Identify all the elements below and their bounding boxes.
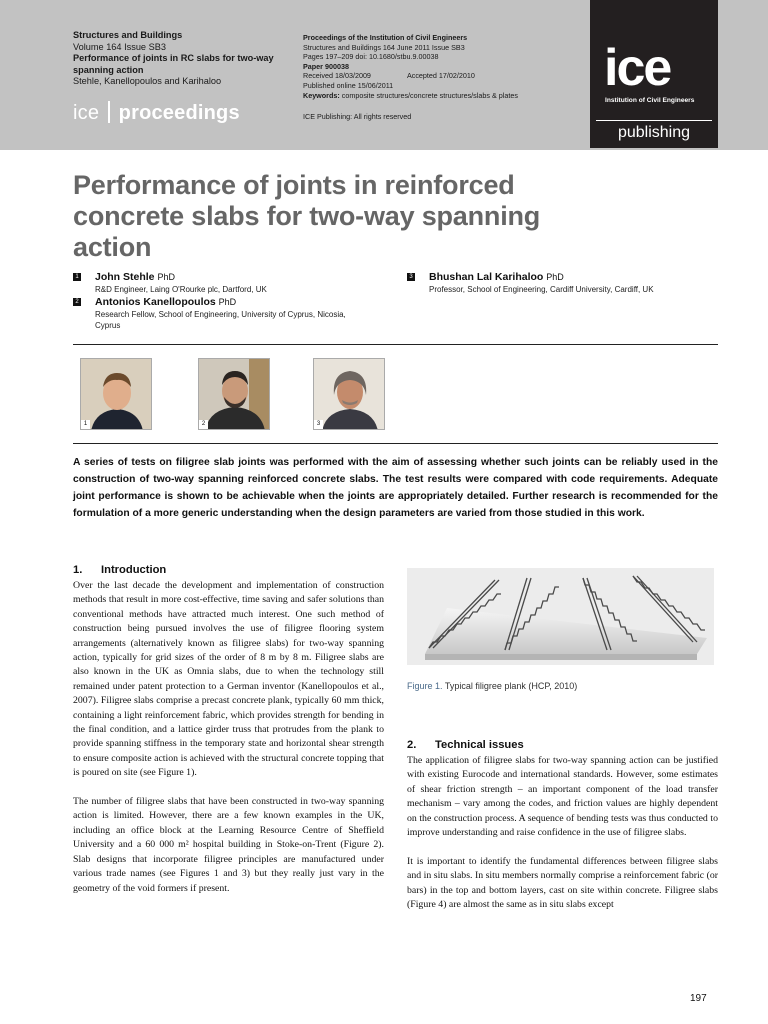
header-article-title: Performance of joints in RC slabs for two-way spanning action	[73, 53, 274, 75]
filigree-plank-illustration	[407, 568, 714, 665]
figure-1-caption	[407, 681, 577, 691]
page-number: 197	[690, 993, 707, 1004]
figure-caption-text: Typical filigree plank (HCP, 2010)	[444, 681, 578, 691]
section-number: 1.	[73, 564, 83, 576]
author-1	[73, 271, 393, 295]
photo-number: 3	[314, 420, 323, 429]
paragraph: The application of filigree slabs for two-way spanning action can be justified with existing Eurocode and international standards. However, some estimates of shear friction strength – an important component of the load transfer mechanism – vary among the codes, and friction values are highly dependent on the construction process. A sequence of bending tests was thus conducted to improve understanding and raise confidence in the use of filigree slabs.	[407, 755, 718, 839]
author-name-text: Antonios Kanellopoulos	[95, 296, 216, 308]
author-name-text: Bhushan Lal Karihaloo	[429, 271, 544, 283]
divider-rule	[73, 344, 718, 345]
received-date: Received 18/03/2009	[303, 71, 371, 81]
section-title: Technical issues	[435, 739, 524, 751]
published-date: Published online 15/06/2011	[303, 80, 394, 90]
author-affiliation: R&D Engineer, Laing O'Rourke plc, Dartford, UK	[95, 285, 267, 294]
header-article-info	[73, 30, 288, 88]
photo-number: 1	[81, 420, 90, 429]
brand-ice: ice	[73, 102, 100, 124]
author-name	[95, 271, 393, 284]
figure-1-image	[407, 568, 714, 665]
section-number: 2.	[407, 739, 417, 751]
author-photo-1	[80, 358, 152, 430]
keywords-label: Keywords:	[303, 90, 340, 100]
paper-title: Performance of joints in reinforced concrete slabs for two-way spanning action	[73, 170, 541, 262]
volume-info: Volume 164 Issue SB3	[73, 41, 166, 52]
section-title: Introduction	[101, 564, 167, 576]
ice-logo-publishing: publishing	[617, 124, 691, 141]
proceedings-title: Proceedings of the Institution of Civil Engineers	[303, 33, 468, 42]
author-name	[429, 271, 718, 284]
portrait-graphic	[314, 359, 385, 430]
author-degree: PhD	[218, 297, 237, 307]
divider-rule	[73, 443, 718, 444]
author-number: 1	[73, 273, 81, 281]
author-number: 3	[407, 273, 415, 281]
portrait-graphic	[81, 359, 152, 430]
portrait-graphic	[199, 359, 270, 430]
ice-logo-rule	[596, 120, 712, 121]
author-number: 2	[73, 298, 81, 306]
author-name-text: John Stehle	[95, 271, 155, 283]
header-authors: Stehle, Kanellopoulos and Karihaloo	[73, 76, 222, 87]
author-affiliation: Research Fellow, School of Engineering, University of Cyprus, Nicosia, Cyprus	[95, 310, 346, 330]
brand-proceedings: proceedings	[118, 102, 240, 124]
author-degree: PhD	[157, 272, 175, 282]
ice-proceedings-brand	[73, 101, 240, 125]
paragraph: The number of filigree slabs that have been constructed in two-way spanning action is limited. However, there are a few known examples in the UK, including an office block at the Learning Resource Centre of Sheffield University and a 60 000 m² hospital building in Stoke-on-Trent (Figure 2). Slab designs that incorporate filigree principles are manufactured under various trade names (see Figures 1 and 3) but they really just vary in the geometry of the void formers if present.	[73, 796, 384, 894]
pages-doi: Pages 197–209 doi: 10.1680/stbu.9.00038	[303, 52, 439, 62]
author-affiliation: Professor, School of Engineering, Cardiff University, Cardiff, UK	[429, 285, 654, 294]
abstract: A series of tests on filigree slab joints was performed with the aim of assessing whether such joints can be reliably used in the construction of two-way spanning reinforced concrete slabs. The test results were compared with code requirements. Adequate joint performance is shown to be achievable when the joints are appropriately detailed. Further research is recommended for the formulation of a more generic understanding when the design parameters are varied from those studied in this work.	[73, 457, 718, 520]
accepted-date: Accepted 17/02/2010	[406, 71, 475, 81]
brand-divider	[108, 101, 110, 123]
section-1-heading	[73, 564, 166, 576]
publication-details	[303, 33, 563, 122]
author-name	[95, 296, 373, 309]
author-photo-2	[198, 358, 270, 430]
paper-number: Paper 900038	[303, 61, 349, 71]
author-photo-3	[313, 358, 385, 430]
author-degree: PhD	[546, 272, 564, 282]
photo-number: 2	[199, 420, 208, 429]
section-1-body	[73, 579, 384, 896]
paragraph: It is important to identify the fundamental differences between filigree slabs and in situ slabs. In situ members normally comprise a reinforcement fabric (or bars) in the top and bottom layers, cast on site within concrete. Filigree slabs (Figure 4) are almost the same as in situ slabs except	[407, 855, 718, 911]
citation-line: Structures and Buildings 164 June 2011 Issue SB3	[303, 42, 465, 52]
section-2-body	[407, 754, 718, 912]
section-2-heading	[407, 739, 524, 751]
dates-row	[303, 71, 563, 81]
journal-name: Structures and Buildings	[73, 30, 183, 40]
rights-notice: ICE Publishing: All rights reserved	[303, 112, 412, 122]
keywords-value: composite structures/concrete structures/slabs & plates	[341, 90, 518, 100]
author-2	[73, 296, 373, 331]
author-3	[407, 271, 718, 295]
ice-logo-institution: Institution of Civil Engineers	[605, 97, 695, 104]
keywords-line	[303, 91, 563, 101]
figure-label: Figure 1.	[407, 681, 443, 691]
paragraph: Over the last decade the development and implementation of construction methods that result in more cost-effective, time saving and safer solutions than conventional methods have attracted much interest. One such method of construction being pursued involves the use of filigree flooring system arrangements (alternatively known as filigree slabs) for two-way spanning action, typically for grid sizes of the order of 8 m by 8 m. Filigree slabs are also known in the UK as Omnia slabs, due to when the technology still remained under patent protection to a German inventor (Kanellopoulos et al., 2007). Filigree slabs comprise a precast concrete plank, typically 60 mm thick, containing a light reinforcement fabric, which provides strength for bending in the final condition, and a lattice girder truss that protrudes from the plank to provide spanning stiffness in the temporary state and horizontal shear strength to ensure composite action is achieved with the structural concrete topping that is poured on site (see Figure 1).	[73, 580, 384, 779]
ice-logo-word: ice	[604, 39, 671, 97]
